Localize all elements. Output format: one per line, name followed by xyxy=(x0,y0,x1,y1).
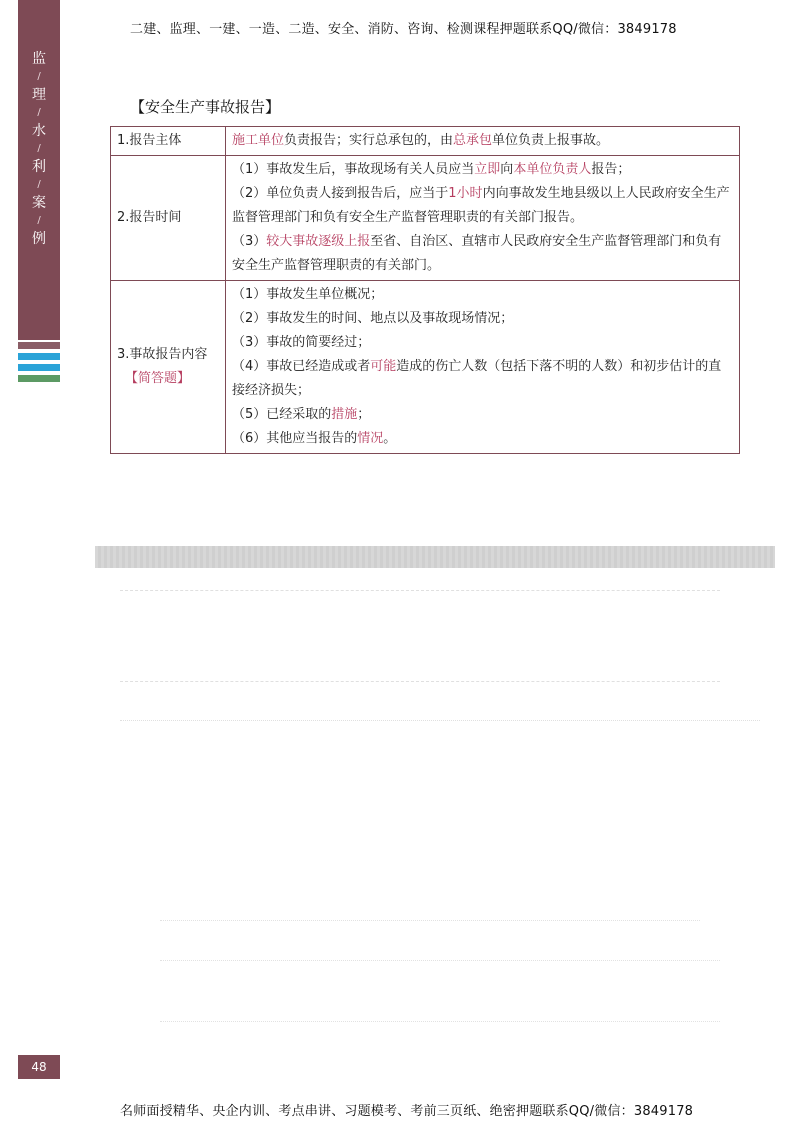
highlight-text: 情况 xyxy=(357,431,384,446)
sidebar-char: 监 xyxy=(32,51,46,67)
body-text: ； xyxy=(357,407,371,422)
body-text: （6）其他应当报告的 xyxy=(232,431,358,446)
sidebar-separator: / xyxy=(37,143,41,154)
highlight-text: 1小时 xyxy=(448,186,483,201)
body-text: （2）单位负责人接到报告后，应当于 xyxy=(232,186,449,201)
highlight-text: 较大事故逐级上报 xyxy=(266,234,371,249)
body-text: 内向事故发生地县级以上人民政府安全生产监督管理部门和负有安全生产监督管理职责的有关部门报告。 xyxy=(232,186,730,225)
sidebar-separator: / xyxy=(37,71,41,82)
body-text: 造成的伤亡人数（包括下落不明的人数）和初步估计的直接经济损失； xyxy=(232,359,722,398)
color-bar xyxy=(18,353,60,360)
color-bar xyxy=(18,342,60,349)
sidebar-char: 利 xyxy=(32,159,46,175)
sidebar-vertical-title xyxy=(18,50,60,248)
sidebar-char: 水 xyxy=(32,123,46,139)
body-text: （3） xyxy=(232,234,267,249)
row-label-text: 3.事故报告内容 xyxy=(117,347,208,362)
body-text: 。 xyxy=(383,431,397,446)
sidebar-separator: / xyxy=(37,179,41,190)
section-title: 【安全生产事故报告】 xyxy=(130,98,281,116)
list-item xyxy=(232,427,733,451)
sidebar-char: 例 xyxy=(32,231,46,247)
table-row xyxy=(111,127,740,156)
highlight-text: 可能 xyxy=(370,359,397,374)
list-item xyxy=(232,230,733,278)
row-content xyxy=(226,156,740,281)
list-item xyxy=(232,403,733,427)
highlight-text: 本单位负责人 xyxy=(513,162,592,177)
row-label: 1.报告主体 xyxy=(111,127,226,156)
list-item xyxy=(232,182,733,230)
row-content xyxy=(226,281,740,454)
sidebar-char: 理 xyxy=(32,87,46,103)
color-bar xyxy=(18,375,60,382)
page-number: 48 xyxy=(18,1055,60,1079)
header-banner: 二建、监理、一建、一造、二造、安全、消防、咨询、检测课程押题联系QQ/微信：3849178 xyxy=(130,22,677,37)
table-row xyxy=(111,156,740,281)
list-item xyxy=(232,158,733,182)
bleed-through-shape xyxy=(120,720,760,801)
list-item xyxy=(232,355,733,403)
color-bar xyxy=(18,364,60,371)
list-item: （3）事故的简要经过； xyxy=(232,335,371,350)
row-label xyxy=(111,281,226,454)
body-text: （1）事故发生后，事故现场有关人员应当 xyxy=(232,162,475,177)
sidebar-separator: / xyxy=(37,215,41,226)
sidebar-separator: / xyxy=(37,107,41,118)
highlight-text: 措施 xyxy=(331,407,358,422)
table-row xyxy=(111,281,740,454)
bleed-through-band xyxy=(95,546,775,568)
list-item: （2）事故发生的时间、地点以及事故现场情况； xyxy=(232,311,514,326)
highlight-text: 立即 xyxy=(474,162,501,177)
body-text: （5）已经采取的 xyxy=(232,407,332,422)
accident-report-table xyxy=(110,126,740,454)
body-text: （4）事故已经造成或者 xyxy=(232,359,371,374)
bleed-through-shape xyxy=(120,590,720,682)
body-text: 报告； xyxy=(591,162,631,177)
body-text: 向 xyxy=(500,162,514,177)
highlight-text: 施工单位 xyxy=(232,133,285,148)
body-text: 至省、自治区、直辖市人民政府安全生产监督管理部门和负有安全生产监督管理职责的有关部门。 xyxy=(232,234,722,273)
row-content xyxy=(226,127,740,156)
body-text: 单位负责上报事故。 xyxy=(492,133,610,148)
bleed-through-shape xyxy=(160,960,720,1022)
bleed-through-shape xyxy=(160,880,700,921)
sidebar-char: 案 xyxy=(32,195,46,211)
footer-banner: 名师面授精华、央企内训、考点串讲、习题模考、考前三页纸、绝密押题联系QQ/微信：3849178 xyxy=(120,1104,694,1119)
highlight-text: 总承包 xyxy=(453,133,493,148)
list-item: （1）事故发生单位概况； xyxy=(232,287,384,302)
question-type-tag: 【简答题】 xyxy=(125,371,191,386)
body-text: 负责报告；实行总承包的，由 xyxy=(284,133,454,148)
sidebar-color-bars xyxy=(18,342,60,386)
row-label: 2.报告时间 xyxy=(111,156,226,281)
